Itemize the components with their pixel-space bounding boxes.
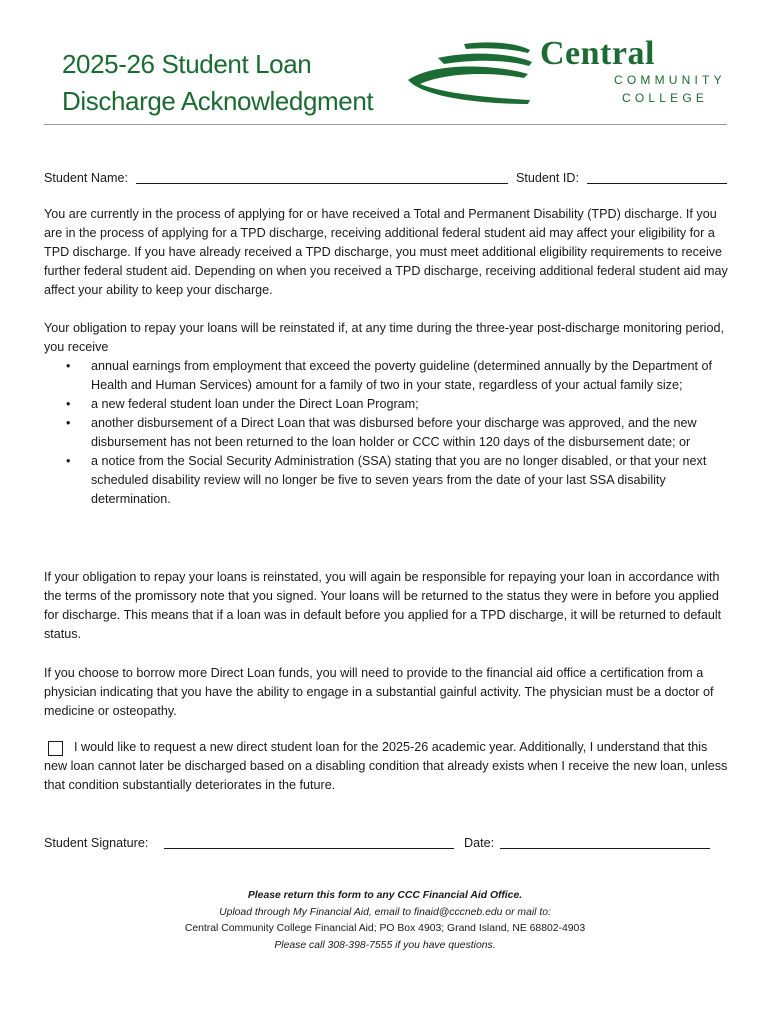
footer-return-instructions: Please return this form to any CCC Financial Aid Office. bbox=[247, 890, 523, 901]
logo-word-central: Central bbox=[540, 36, 655, 72]
list-item: • annual earnings from employment that exceed the poverty guideline (determined annually by the Department of Health and Human Services) amount for a family of two in your state, regardless of your actual family size; bbox=[66, 359, 712, 392]
footer-mailing-address: Central Community College Financial Aid; PO Box 4903; Grand Island, NE 68802-4903 bbox=[184, 923, 586, 934]
form-footer bbox=[44, 888, 726, 954]
bullet-icon: • bbox=[66, 416, 71, 430]
student-id-field[interactable] bbox=[587, 183, 727, 184]
new-loan-request-checkbox[interactable] bbox=[48, 741, 63, 756]
logo-swoosh-icon bbox=[408, 42, 532, 104]
reinstatement-paragraph: Your obligation to repay your loans will be reinstated if, at any time during the three-year post-discharge monitoring period, you receive bbox=[44, 321, 724, 354]
tpd-intro-paragraph: You are currently in the process of applying for or have received a Total and Permanent Disability (TPD) discharge. If you are in the process of applying for a TPD discharge, receiving additional federal student aid may affect your eligibility for a TPD discharge. If you have already received a TPD discharge, you must meet additional eligibility requirements to receive further federal student aid. Depending on when you received a TPD discharge, receiving additional federal student aid may affect your ability to keep your discharge. bbox=[44, 207, 728, 297]
date-field[interactable] bbox=[500, 848, 710, 849]
list-item: • a notice from the Social Security Administration (SSA) stating that you are no longer disabled, or that your next scheduled disability review will no longer be five to seven years from the date of your last SSA disability determination. bbox=[66, 454, 707, 506]
form-title-line2: Discharge Acknowledgment bbox=[62, 86, 374, 116]
student-info-row bbox=[44, 169, 734, 189]
acknowledgment-text: I would like to request a new direct student loan for the 2025-26 academic year. Additionally, I understand that this new loan cannot later be discharged based on a disabling condition that already exists when I receive the new loan, unless that condition substantially deteriorates in the future. bbox=[44, 740, 728, 792]
list-item: • another disbursement of a Direct Loan that was disbursed before your discharge was approved, and the new disbursement has not been returned to the loan holder or CCC within 120 days of the disbursement date; or bbox=[66, 416, 697, 449]
student-name-field[interactable] bbox=[136, 183, 508, 184]
physician-certification-paragraph: If you choose to borrow more Direct Loan funds, you will need to provide to the financial aid office a certification from a physician indicating that you have the ability to engage in a substantial gainful activity. The physician must be a doctor of medicine or osteopathy. bbox=[44, 666, 714, 718]
student-name-label: Student Name: bbox=[44, 171, 129, 185]
footer-upload-instructions: Upload through My Financial Aid, email to finaid@cccneb.edu or mail to: bbox=[219, 906, 551, 918]
logo-word-community: COMMUNITY bbox=[614, 73, 726, 87]
central-community-college-logo bbox=[404, 36, 734, 108]
footer-phone-contact: Please call 308-398-7555 if you have questions. bbox=[274, 939, 496, 951]
form-title bbox=[62, 46, 422, 120]
list-item: • a new federal student loan under the Direct Loan Program; bbox=[44, 395, 730, 414]
student-signature-field[interactable] bbox=[164, 848, 454, 849]
bullet-icon: • bbox=[66, 397, 71, 411]
bullet-icon: • bbox=[66, 359, 71, 373]
bullet-icon: • bbox=[66, 454, 71, 468]
date-label: Date: bbox=[464, 836, 495, 850]
header-divider bbox=[44, 124, 727, 125]
reinstatement-conditions-list bbox=[44, 357, 730, 509]
repayment-paragraph: If your obligation to repay your loans is reinstated, you will again be responsible for repaying your loan in accordance with the terms of the promissory note that you signed. Your loans will be returned to the status they were in before you applied for discharge. This means that if a loan was in default before you applied for a TPD discharge, it will be returned to default status. bbox=[44, 570, 722, 641]
student-id-label: Student ID: bbox=[516, 171, 580, 185]
logo-word-college: COLLEGE bbox=[622, 91, 709, 105]
signature-row bbox=[44, 834, 734, 854]
form-title-line1: 2025-26 Student Loan bbox=[62, 49, 312, 79]
student-signature-label: Student Signature: bbox=[44, 836, 149, 850]
